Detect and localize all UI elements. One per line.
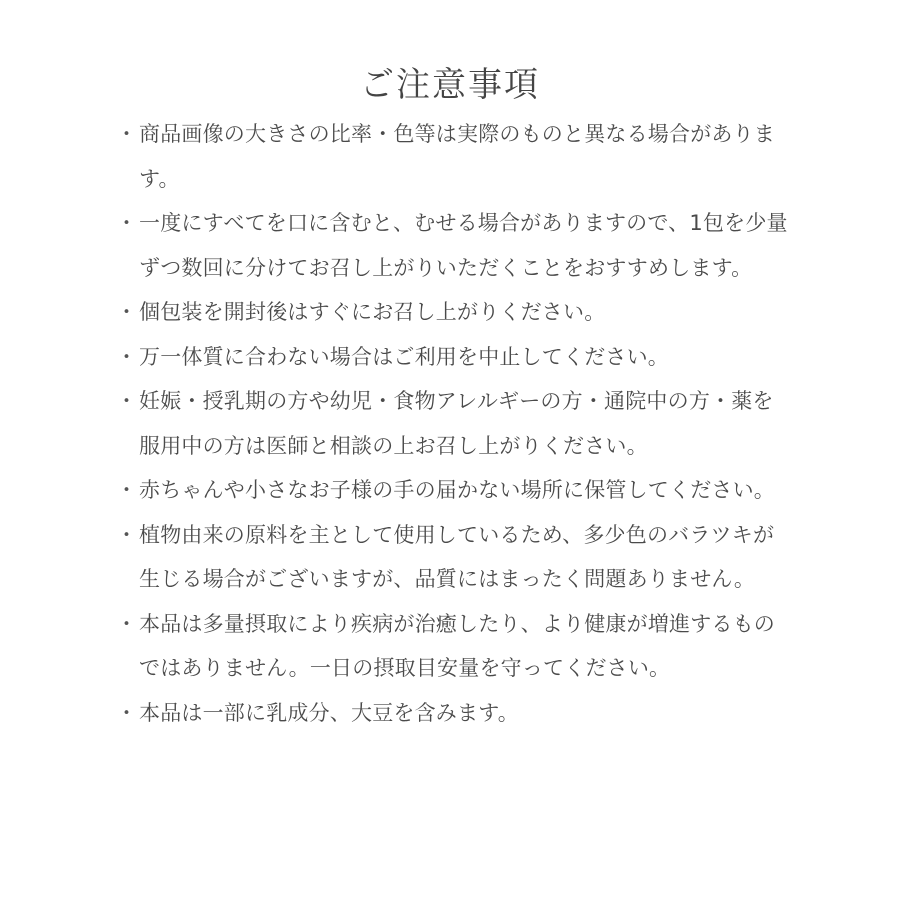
page-title: ご注意事項 [360,64,540,105]
caution-list [112,112,792,735]
bullet-icon: ・ [116,211,138,235]
bullet-icon: ・ [116,344,138,369]
caution-text: 本品は多量摂取により疾病が治癒したり、より健康が増進するものではありません。一日の摂取目安量を守ってください。 [139,611,775,680]
caution-text: 個包装を開封後はすぐにお召し上がりください。 [139,300,606,324]
caution-item-image-ratio [112,112,792,201]
caution-item-color-variation [112,513,792,602]
caution-text: 赤ちゃんや小さなお子様の手の届かない場所に保管してください。 [139,478,775,502]
bullet-icon: ・ [116,389,138,413]
caution-text: 本品は一部に乳成分、大豆を含みます。 [139,700,519,725]
caution-item-after-opening [112,290,792,335]
bullet-icon: ・ [116,122,138,146]
caution-item-storage [112,468,792,513]
caution-text: 植物由来の原料を主として使用しているため、多少色のバラツキが生じる場合がございますが、品質にはまったく問題ありません。 [139,522,775,591]
bullet-icon: ・ [116,478,138,502]
caution-item-allergens [112,691,792,736]
bullet-icon: ・ [116,700,138,725]
caution-item-intake-amount [112,602,792,691]
caution-text: 万一体質に合わない場合はご利用を中止してください。 [139,344,669,369]
caution-item-consult-doctor [112,379,792,468]
caution-item-discontinue [112,335,792,380]
caution-item-choking [112,201,792,290]
caution-text: 妊娠・授乳期の方や幼児・食物アレルギーの方・通院中の方・薬を服用中の方は医師と相談の上お召し上がりください。 [139,389,774,458]
bullet-icon: ・ [116,522,138,547]
caution-text: 商品画像の大きさの比率・色等は実際のものと異なる場合があります。 [139,122,775,191]
bullet-icon: ・ [116,611,138,636]
caution-text: 一度にすべてを口に含むと、むせる場合がありますので、1包を少量ずつ数回に分けてお召し上がりいただくことをおすすめします。 [139,211,788,280]
bullet-icon: ・ [116,300,138,324]
